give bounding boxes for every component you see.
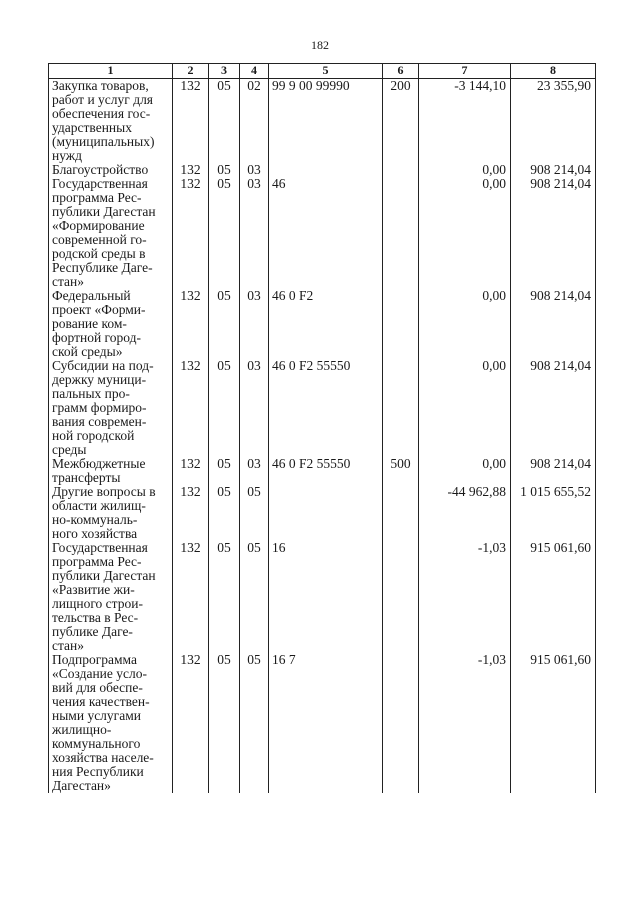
page-number: 182 <box>311 38 329 52</box>
expense-type <box>383 289 419 359</box>
section-code: 05 <box>209 163 240 177</box>
admin-code: 132 <box>173 653 209 793</box>
total-amount: 908 214,04 <box>511 359 596 457</box>
total-amount: 908 214,04 <box>511 163 596 177</box>
row-name <box>49 289 173 359</box>
change-amount: -1,03 <box>419 653 511 793</box>
table-row <box>49 289 596 359</box>
row-name <box>49 485 173 541</box>
row-name-line: Дагестан» <box>52 778 111 793</box>
subsection-code: 05 <box>240 485 269 541</box>
row-name-line: ударственных <box>52 120 132 135</box>
table-row <box>49 79 596 164</box>
row-name-line: публике Даге- <box>52 624 133 639</box>
total-amount: 908 214,04 <box>511 177 596 289</box>
target-article: 16 <box>269 541 383 653</box>
admin-code: 132 <box>173 457 209 485</box>
target-article: 16 7 <box>269 653 383 793</box>
header-row <box>49 64 596 79</box>
target-article: 46 0 F2 <box>269 289 383 359</box>
section-code: 05 <box>209 359 240 457</box>
row-name-line: работ и услуг для <box>52 92 154 107</box>
expense-type <box>383 541 419 653</box>
total-amount: 915 061,60 <box>511 541 596 653</box>
total-amount: 23 355,90 <box>511 79 596 164</box>
header-col-8: 8 <box>511 64 596 79</box>
target-article: 46 0 F2 55550 <box>269 359 383 457</box>
row-name <box>49 457 173 485</box>
row-name-line: хозяйства населе- <box>52 750 154 765</box>
change-amount: -1,03 <box>419 541 511 653</box>
subsection-code: 05 <box>240 541 269 653</box>
row-name-line: Республике Даге- <box>52 260 153 275</box>
section-code: 05 <box>209 485 240 541</box>
row-name-line: публики Дагестан <box>52 204 156 219</box>
section-code: 05 <box>209 79 240 164</box>
change-amount: -44 962,88 <box>419 485 511 541</box>
row-name-line: Межбюджетные <box>52 456 146 471</box>
target-article: 99 9 00 99990 <box>269 79 383 164</box>
total-amount: 915 061,60 <box>511 653 596 793</box>
expense-type: 200 <box>383 79 419 164</box>
row-name-line: жилищно- <box>52 722 112 737</box>
header-col-2: 2 <box>173 64 209 79</box>
table-row <box>49 359 596 457</box>
row-name-line: ния Республики <box>52 764 144 779</box>
admin-code: 132 <box>173 163 209 177</box>
row-name-line: чения качествен- <box>52 694 150 709</box>
header-col-5: 5 <box>269 64 383 79</box>
row-name-line: вания современ- <box>52 414 147 429</box>
budget-table <box>48 63 596 793</box>
row-name-line: «Развитие жи- <box>52 582 135 597</box>
row-name-line: Закупка товаров, <box>52 78 149 93</box>
row-name-line: держку муници- <box>52 372 147 387</box>
row-name-line: Государственная <box>52 540 148 555</box>
row-name-line: вий для обеспе- <box>52 680 143 695</box>
expense-type: 500 <box>383 457 419 485</box>
change-amount: -3 144,10 <box>419 79 511 164</box>
header-col-1: 1 <box>49 64 173 79</box>
change-amount: 0,00 <box>419 163 511 177</box>
row-name-line: программа Рес- <box>52 554 142 569</box>
expense-type <box>383 653 419 793</box>
row-name-line: ного хозяйства <box>52 526 138 541</box>
subsection-code: 05 <box>240 653 269 793</box>
row-name-line: программа Рес- <box>52 190 142 205</box>
total-amount: 908 214,04 <box>511 289 596 359</box>
row-name <box>49 177 173 289</box>
row-name-line: публики Дагестан <box>52 568 156 583</box>
admin-code: 132 <box>173 541 209 653</box>
row-name <box>49 541 173 653</box>
target-article <box>269 485 383 541</box>
row-name-line: тельства в Рес- <box>52 610 139 625</box>
target-article <box>269 163 383 177</box>
row-name-line: коммунального <box>52 736 141 751</box>
row-name-line: среды <box>52 442 87 457</box>
row-name-line: современной го- <box>52 232 147 247</box>
row-name-line: Государственная <box>52 176 148 191</box>
row-name-line: ной городской <box>52 428 135 443</box>
subsection-code: 02 <box>240 79 269 164</box>
row-name-line: ской среды» <box>52 344 123 359</box>
row-name-line: пальных про- <box>52 386 130 401</box>
row-name-line: стан» <box>52 274 85 289</box>
subsection-code: 03 <box>240 289 269 359</box>
header-col-3: 3 <box>209 64 240 79</box>
table-row <box>49 177 596 289</box>
section-code: 05 <box>209 541 240 653</box>
total-amount: 908 214,04 <box>511 457 596 485</box>
target-article: 46 <box>269 177 383 289</box>
header-col-4: 4 <box>240 64 269 79</box>
table-body <box>49 79 596 794</box>
row-name-line: Благоустройство <box>52 162 149 177</box>
table-row <box>49 653 596 793</box>
row-name-line: (муниципальных) <box>52 134 155 149</box>
subsection-code: 03 <box>240 359 269 457</box>
admin-code: 132 <box>173 79 209 164</box>
admin-code: 132 <box>173 289 209 359</box>
table-row <box>49 485 596 541</box>
row-name <box>49 163 173 177</box>
table-row <box>49 541 596 653</box>
row-name-line: рование ком- <box>52 316 127 331</box>
section-code: 05 <box>209 457 240 485</box>
table-row <box>49 163 596 177</box>
row-name-line: грамм формиро- <box>52 400 147 415</box>
admin-code: 132 <box>173 359 209 457</box>
row-name-line: Другие вопросы в <box>52 484 156 499</box>
expense-type <box>383 485 419 541</box>
subsection-code: 03 <box>240 163 269 177</box>
change-amount: 0,00 <box>419 289 511 359</box>
header-col-6: 6 <box>383 64 419 79</box>
change-amount: 0,00 <box>419 359 511 457</box>
row-name-line: «Создание усло- <box>52 666 147 681</box>
table-row <box>49 457 596 485</box>
total-amount: 1 015 655,52 <box>511 485 596 541</box>
expense-type <box>383 163 419 177</box>
expense-type <box>383 177 419 289</box>
row-name-line: нужд <box>52 148 82 163</box>
admin-code: 132 <box>173 177 209 289</box>
row-name-line: лищного строи- <box>52 596 143 611</box>
row-name-line: области жилищ- <box>52 498 146 513</box>
section-code: 05 <box>209 653 240 793</box>
row-name-line: Федеральный <box>52 288 131 303</box>
row-name <box>49 653 173 793</box>
change-amount: 0,00 <box>419 177 511 289</box>
row-name-line: Подпрограмма <box>52 652 137 667</box>
row-name-line: обеспечения гос- <box>52 106 151 121</box>
row-name <box>49 359 173 457</box>
section-code: 05 <box>209 289 240 359</box>
row-name-line: стан» <box>52 638 85 653</box>
change-amount: 0,00 <box>419 457 511 485</box>
row-name-line: но-коммуналь- <box>52 512 138 527</box>
section-code: 05 <box>209 177 240 289</box>
row-name-line: Субсидии на под- <box>52 358 154 373</box>
target-article: 46 0 F2 55550 <box>269 457 383 485</box>
header-col-7: 7 <box>419 64 511 79</box>
row-name-line: ными услугами <box>52 708 141 723</box>
row-name-line: родской среды в <box>52 246 146 261</box>
row-name-line: проект «Форми- <box>52 302 146 317</box>
row-name-line: «Формирование <box>52 218 145 233</box>
row-name-line: трансферты <box>52 470 121 485</box>
expense-type <box>383 359 419 457</box>
subsection-code: 03 <box>240 457 269 485</box>
admin-code: 132 <box>173 485 209 541</box>
subsection-code: 03 <box>240 177 269 289</box>
row-name-line: фортной город- <box>52 330 141 345</box>
row-name <box>49 79 173 164</box>
